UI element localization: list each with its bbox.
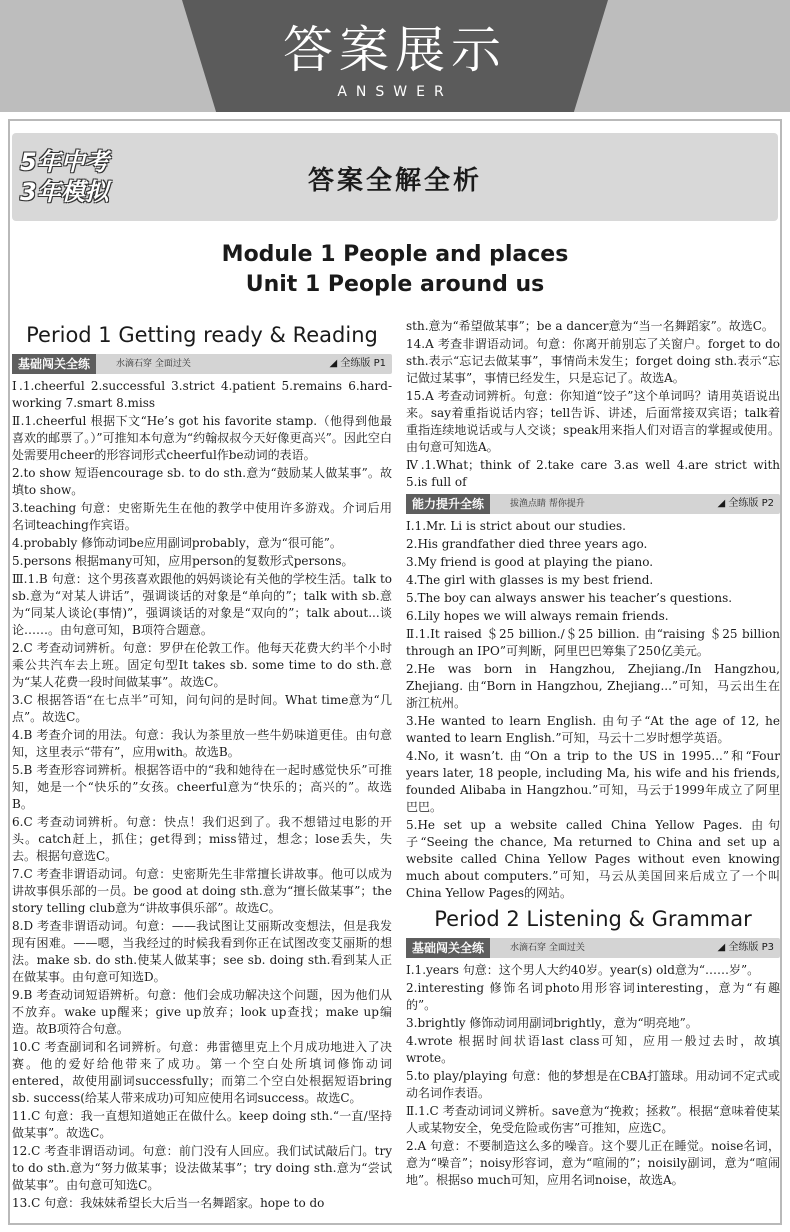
answer-item: 3.teaching 句意：史密斯先生在他的教学中使用许多游戏。介词后用名词teaching作宾语。	[12, 501, 392, 532]
section-label: 基础闯关全练	[12, 354, 96, 374]
answer-item: 2.A 句意：不要制造这么多的噪音。这个婴儿正在睡觉。noise名词，意为“噪音”；noisy形容词，意为“喧闹的”；noisily副词，意为“喧闹地”。根据so much可知，应用名词noise，故选A。	[406, 1139, 780, 1187]
answer-item: 5.persons 根据many可知，应用person的复数形式persons。	[12, 554, 354, 568]
answer-item: 5.He set up a website called China Yellow Pages. 由句子“Seeing the chance, Ma returned to China and set up a website called China Yellow Pages without even knowing much about computers.”可知，马云从美国回来后成立了一个叫China Yellow Pages的网站。	[406, 818, 780, 900]
answer-item: 6.C 考查动词辨析。句意：快点！我们迟到了。我不想错过电影的开头。catch赶上，抓住；get得到；miss错过，想念；lose丢失，失去。根据句意选C。	[12, 815, 392, 863]
section-header	[406, 494, 780, 514]
module-title: Module 1 People and places	[221, 242, 569, 267]
answer-item: Ⅱ.1.cheerful 根据下文“He’s got his favorite stamp.（他得到他最喜欢的邮票了。）”可推知本句意为“约翰叔叔今天好像更高兴”。因此空白处需要用cheer的形容词形式cheerful作be动词的表语。	[12, 414, 392, 462]
answer-item: Ⅳ.1.What；think of 2.take care 3.as well 4.are strict with 5.is full of	[406, 458, 780, 489]
period-title: Period 2 Listening & Grammar	[434, 907, 752, 931]
answer-item: Ⅰ.1.cheerful 2.successful 3.strict 4.patient 5.remains 6.hard-working 7.smart 8.miss	[12, 379, 392, 410]
answer-item: 5.The boy can always answer his teacher’s questions.	[406, 591, 733, 605]
answer-item: 2.His grandfather died three years ago.	[406, 537, 648, 551]
answer-item: 4.wrote 根据时间状语last class可知，应用一般过去时，故填wrote。	[406, 1034, 780, 1065]
section-subtitle: 水滴石穿 全面过关	[510, 943, 585, 953]
answer-item: 15.A 考查动词辨析。句意：你知道“饺子”这个单词吗？请用英语说出来。say着重指说话内容；tell告诉、讲述，后面常接双宾语；talk着重指连续地说话或与人交谈；speak用来指人们对语言的掌握或使用。由句意可知选A。	[406, 389, 780, 454]
answer-item: 4.The girl with glasses is my best friend.	[406, 573, 654, 587]
answer-item: 5.B 考查形容词辨析。根据答语中的“我和她待在一起时感觉快乐”可推知，她是一个“快乐的”女孩。cheerful意为“快乐的；高兴的”。故选B。	[12, 763, 392, 811]
answer-item: 3.C 根据答语“在七点半”可知，问句问的是时间。What time意为“几点”。故选C。	[12, 693, 392, 724]
section-subtitle: 水滴石穿 全面过关	[116, 359, 191, 369]
answer-item: 5.to play/playing 句意：他的梦想是在CBA打篮球。用动词不定式或动名词作表语。	[406, 1069, 780, 1100]
section-page-ref: ◢ 全练版 P1	[329, 358, 386, 369]
answer-item: Ⅱ.1.It raised ＄25 billion./＄25 billion. 由“raising ＄25 billion through an IPO”可判断，阿里巴巴筹集了250亿美元。	[406, 627, 780, 658]
section-label: 能力提升全练	[406, 494, 490, 514]
answer-item: 4.probably 修饰动词be应用副词probably，意为“很可能”。	[12, 536, 342, 550]
answer-item: Ⅱ.1.C 考查动词词义辨析。save意为“挽救；拯救”。根据“意味着使某人或某物安全，免受危险或伤害”可推知，应选C。	[406, 1104, 780, 1135]
unit-title: Unit 1 People around us	[245, 272, 545, 297]
right-column	[406, 318, 780, 1190]
answer-item: 4.No, it wasn’t. 由“On a trip to the US in 1995...”和“Four years later, 18 people, including Ma, his wife and his friends, founded Alibaba in Hangzhou.”可知，马云于1999年成立了阿里巴巴。	[406, 749, 780, 814]
answer-item: 8.D 考查非谓语动词。句意：——我试图让艾丽斯改变想法，但是我发现有困难。——嗯，当我经过的时候我看到你正在试图改变艾丽斯的想法。make sb. do sth.使某人做某事；see sb. doing sth.看到某人正在做某事。由句意可知选D。	[12, 919, 392, 984]
logo-line-2: 3年模拟	[20, 178, 109, 206]
answer-item: Ⅲ.1.B 句意：这个男孩喜欢跟他的妈妈谈论有关他的学校生活。talk to sb.意为“对某人讲话”，强调谈话的对象是“单向的”；talk with sb.意为“同某人谈论(事情)”，强调谈话的对象是“双向的”；talk about...谈论……。由句意可知，B项符合题意。	[12, 572, 392, 637]
answer-item: 4.B 考查介词的用法。句意：我认为茶里放一些牛奶味道更佳。由句意知，这里表示“带有”，应用with。故选B。	[12, 728, 392, 759]
answer-item: 11.C 句意：我一直想知道她正在做什么。keep doing sth.“一直/坚持做某事”。故选C。	[12, 1109, 392, 1140]
answer-banner	[0, 0, 790, 112]
answer-item: 10.C 考查副词和名词辨析。句意：弗雷德里克上个月成功地进入了决赛。他的爱好给他带来了成功。第一个空白处所填词修饰动词entered，故使用副词successfully；而第二个空白处根据短语bring sb. success(给某人带来成功)可知应使用名词success。故选C。	[12, 1040, 392, 1105]
section-page-ref: ◢ 全练版 P2	[717, 498, 774, 509]
answer-item: 12.C 考查非谓语动词。句意：前门没有人回应。我们试试敲后门。try to do sth.意为“努力做某事；设法做某事”；try doing sth.意为“尝试做某事”。由句意可知选C。	[12, 1144, 392, 1192]
answer-item: 6.Lily hopes we will always remain friends.	[406, 609, 669, 623]
answer-item: 3.He wanted to learn English. 由句子“At the age of 12, he wanted to learn English.”可知，马云十二岁时想学英语。	[406, 714, 780, 745]
section-page-ref: ◢ 全练版 P3	[717, 942, 774, 953]
logo-line-1: 5年中考	[20, 148, 109, 176]
answer-item: 14.A 考查非谓语动词。句意：你离开前别忘了关窗户。forget to do sth.表示“忘记去做某事”，事情尚未发生；forget doing sth.表示“忘记做过某事”，事情已经发生，只是忘记了。故选A。	[406, 337, 780, 385]
left-column	[12, 318, 392, 1213]
answer-item: Ⅰ.1.years 句意：这个男人大约40岁。year(s) old意为“……岁”。	[406, 963, 760, 977]
banner-title: 答案展示	[283, 21, 507, 79]
answer-item: 3.brightly 修饰动词用副词brightly，意为“明亮地”。	[406, 1016, 698, 1030]
answer-item: 2.He was born in Hangzhou, Zhejiang./In Hangzhou, Zhejiang. 由“Born in Hangzhou, Zhejiang...”可知，马云出生在浙江杭州。	[406, 662, 780, 710]
header-title: 答案全解全析	[307, 166, 482, 196]
answer-item: 9.B 考查动词短语辨析。句意：他们会成功解决这个问题，因为他们从不放弃。wake up醒来；give up放弃；look up查找；make up编造。故B项符合句意。	[12, 988, 392, 1036]
answer-item: 13.C 句意：我妹妹希望长大后当一名舞蹈家。hope to do	[12, 1196, 325, 1210]
answer-item: 2.interesting 修饰名词photo用形容词interesting，意为“有趣的”。	[406, 981, 780, 1012]
answer-item: 2.C 考查动词辨析。句意：罗伊在伦敦工作。他每天花费大约半个小时乘公共汽车去上班。固定句型It takes sb. some time to do sth.意为“某人花费一段时间做某事”。故选C。	[12, 641, 392, 689]
section-label: 基础闯关全练	[406, 938, 490, 958]
section-subtitle: 拔渔点睛 帮你提升	[510, 499, 585, 509]
answer-item: sth.意为“希望做某事”；be a dancer意为“当一名舞蹈家”。故选C。	[406, 319, 774, 333]
answer-item: 2.to show 短语encourage sb. to do sth.意为“鼓励某人做某事”。故填to show。	[12, 466, 392, 497]
answer-item: 7.C 考查非谓语动词。句意：史密斯先生非常擅长讲故事。他可以成为讲故事俱乐部的一员。be good at doing sth.意为“擅长做某事”；the story telling club意为“讲故事俱乐部”。故选C。	[12, 867, 392, 915]
banner-subtitle: ANSWER	[337, 84, 453, 100]
section-header	[406, 938, 780, 958]
period-title: Period 1 Getting ready & Reading	[26, 323, 378, 347]
section-header	[12, 354, 392, 374]
answer-item: Ⅰ.1.Mr. Li is strict about our studies.	[406, 519, 626, 533]
answer-item: 3.My friend is good at playing the piano.	[406, 555, 654, 569]
